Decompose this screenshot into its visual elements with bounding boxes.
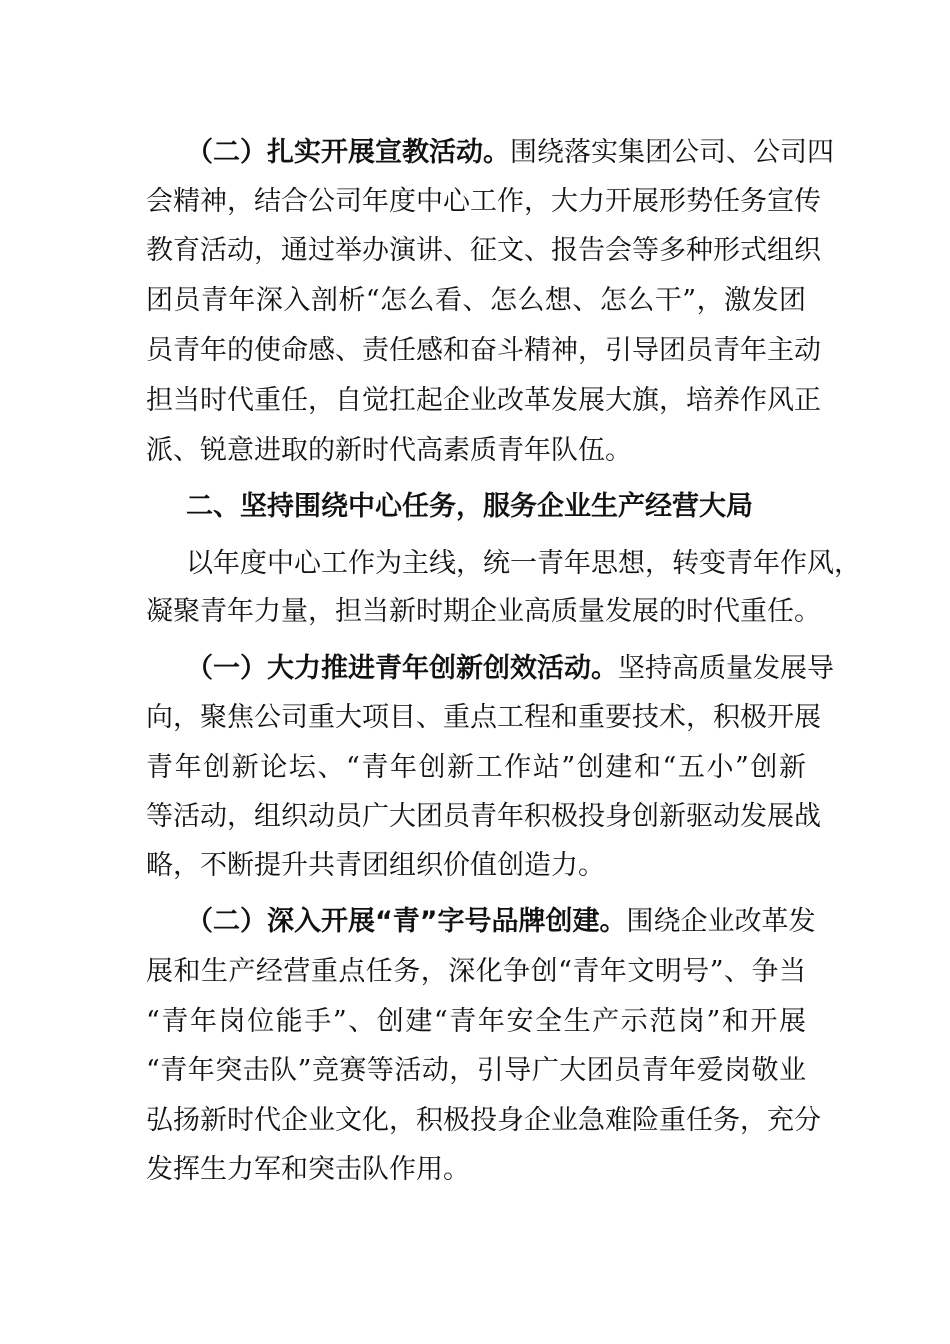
paragraph-line: 担当时代重任，自觉扛起企业改革发展大旗，培养作风正 <box>146 385 821 416</box>
paragraph-line: “青年突击队”竞赛等活动，引导广大团员青年爱岗敬业 <box>146 1055 806 1086</box>
paragraph-line <box>186 902 816 942</box>
subsection-heading: （一）大力推进青年创新创效活动。 <box>186 653 618 684</box>
paragraph-line: 以年度中心工作为主线，统一青年思想，转变青年作风， <box>186 548 861 579</box>
paragraph-line <box>186 133 834 173</box>
paragraph-text: 围绕落实集团公司、公司四 <box>510 137 834 168</box>
paragraph-line: 发挥生力军和突击队作用。 <box>146 1154 470 1185</box>
paragraph-line: 弘扬新时代企业文化，积极投身企业急难险重任务，充分 <box>146 1105 821 1136</box>
paragraph-text: 围绕企业改革发 <box>626 906 816 937</box>
paragraph-line: 展和生产经营重点任务，深化争创“青年文明号”、争当 <box>146 956 806 987</box>
subsection-heading: （二）扎实开展宣教活动。 <box>186 137 510 168</box>
section-heading: 二、坚持围绕中心任务，服务企业生产经营大局 <box>186 491 753 522</box>
paragraph-line: 青年创新论坛、“青年创新工作站”创建和“五小”创新 <box>146 752 806 783</box>
subsection-heading: （二）深入开展“青”字号品牌创建。 <box>186 906 627 937</box>
paragraph-line: 团员青年深入剖析“怎么看、怎么想、怎么干”，激发团 <box>146 285 806 316</box>
paragraph-line: 等活动，组织动员广大团员青年积极投身创新驱动发展战 <box>146 801 821 832</box>
paragraph-line: 凝聚青年力量，担当新时期企业高质量发展的时代重任。 <box>146 596 821 627</box>
paragraph-line: 略，不断提升共青团组织价值创造力。 <box>146 850 605 881</box>
paragraph-line: 员青年的使命感、责任感和奋斗精神，引导团员青年主动 <box>146 335 821 366</box>
paragraph-line: 教育活动，通过举办演讲、征文、报告会等多种形式组织 <box>146 235 821 266</box>
paragraph-line: “青年岗位能手”、创建“青年安全生产示范岗”和开展 <box>146 1006 806 1037</box>
paragraph-line: 会精神，结合公司年度中心工作，大力开展形势任务宣传 <box>146 186 821 217</box>
paragraph-line: 派、锐意进取的新时代高素质青年队伍。 <box>146 435 632 466</box>
paragraph-line: 向，聚焦公司重大项目、重点工程和重要技术，积极开展 <box>146 702 821 733</box>
paragraph-text: 坚持高质量发展导 <box>618 653 834 684</box>
paragraph-line <box>186 649 834 689</box>
